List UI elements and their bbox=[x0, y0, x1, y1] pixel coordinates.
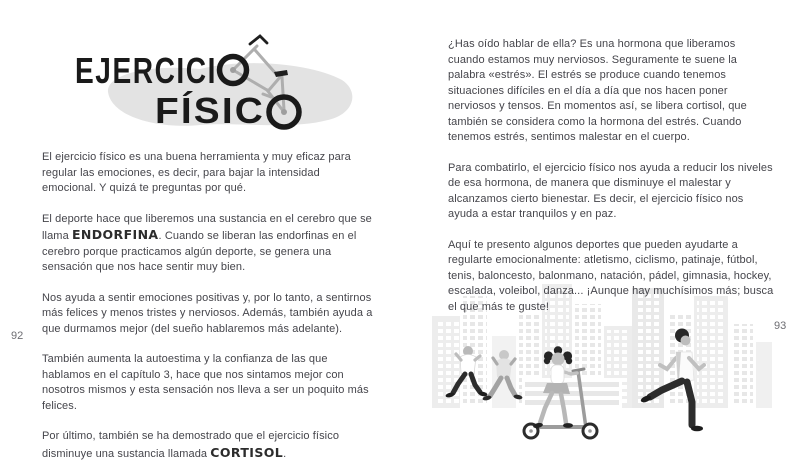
paragraph: ¿Has oído hablar de ella? Es una hormona que liberamos cuando estamos muy nerviosos. Seguramente te suene la palabra «estrés». El estrés se produce cuando tenemos situaciones difíciles en el día a día que nos hacen poner nerviosos y tensos. En momentos así, se libera cortisol, que también se considera como la hormona del estrés. Cuando tenemos estrés, sentimos malestar en el cuerpo. bbox=[448, 38, 747, 143]
left-page-number: 92 bbox=[11, 330, 24, 342]
paragraph: El ejercicio físico es una buena herramienta y muy eficaz para regular las emociones, es decir, para bajar la intensidad emocional. Y quizá te preguntas por qué. bbox=[42, 151, 351, 194]
bicycle-handlebar bbox=[250, 36, 267, 44]
paragraph bbox=[42, 429, 374, 462]
paragraph: Para combatirlo, el ejercicio físico nos ayuda a reducir los niveles de esa hormona, de manera que disminuye el malestar y alcanzamos cierto bienestar. Es decir, el ejercicio físico nos ayuda a estar tranquilos y en paz. bbox=[448, 161, 773, 220]
paragraph-text: Por último, también se ha demostrado que el ejercicio físico disminuye una sustancia llamada bbox=[42, 430, 340, 460]
paragraph: Nos ayuda a sentir emociones positivas y, por lo tanto, a sentirnos más felices y menos tristes y nerviosos. Además, también ayuda a que durmamos mejor (del sueño hablaremos más adelante). bbox=[42, 291, 373, 335]
endorfina-hand-word: ENDORFINA bbox=[71, 227, 159, 242]
paragraph: Aquí te presento algunos deportes que pueden ayudarte a regularte emocionalmente: atletismo, ciclismo, patinaje, fútbol, tenis, baloncesto, balonmano, natación, pádel, gimnasia, hockey, escalada, voleibol, danza... ¡Aunque hay muchísimos más; busca el que más te guste! bbox=[448, 238, 774, 313]
title-line-1: EJERCICI bbox=[75, 50, 217, 91]
paragraph: También aumenta la autoestima y la confianza de las que hablamos en el capítulo 3, hace que nos sintamos mejor con nosotros mismos y esta sensación nos lleva a ser un poquito más felices. bbox=[42, 353, 369, 412]
paragraph-text: . Cuando se liberan las endorfinas en el cerebro porque practicamos algún deporte, se genera una sensación que nos hace sentir muy bien. bbox=[42, 230, 357, 273]
paragraph-text: . bbox=[283, 447, 287, 460]
paragraph bbox=[42, 212, 374, 276]
paragraph-text: El deporte hace que liberemos una sustancia en el cerebro que se llama bbox=[42, 212, 372, 242]
rear-hub-dot bbox=[281, 109, 287, 115]
cortisol-hand-word: CORTISOL bbox=[210, 444, 284, 460]
front-hub-dot bbox=[230, 67, 236, 73]
right-page-number: 93 bbox=[774, 320, 787, 332]
left-page-text-column bbox=[42, 150, 374, 473]
title-line-2: FÍSIC bbox=[155, 90, 265, 131]
title-bicycle-illustration bbox=[50, 30, 370, 145]
right-page-text-column bbox=[448, 37, 774, 330]
